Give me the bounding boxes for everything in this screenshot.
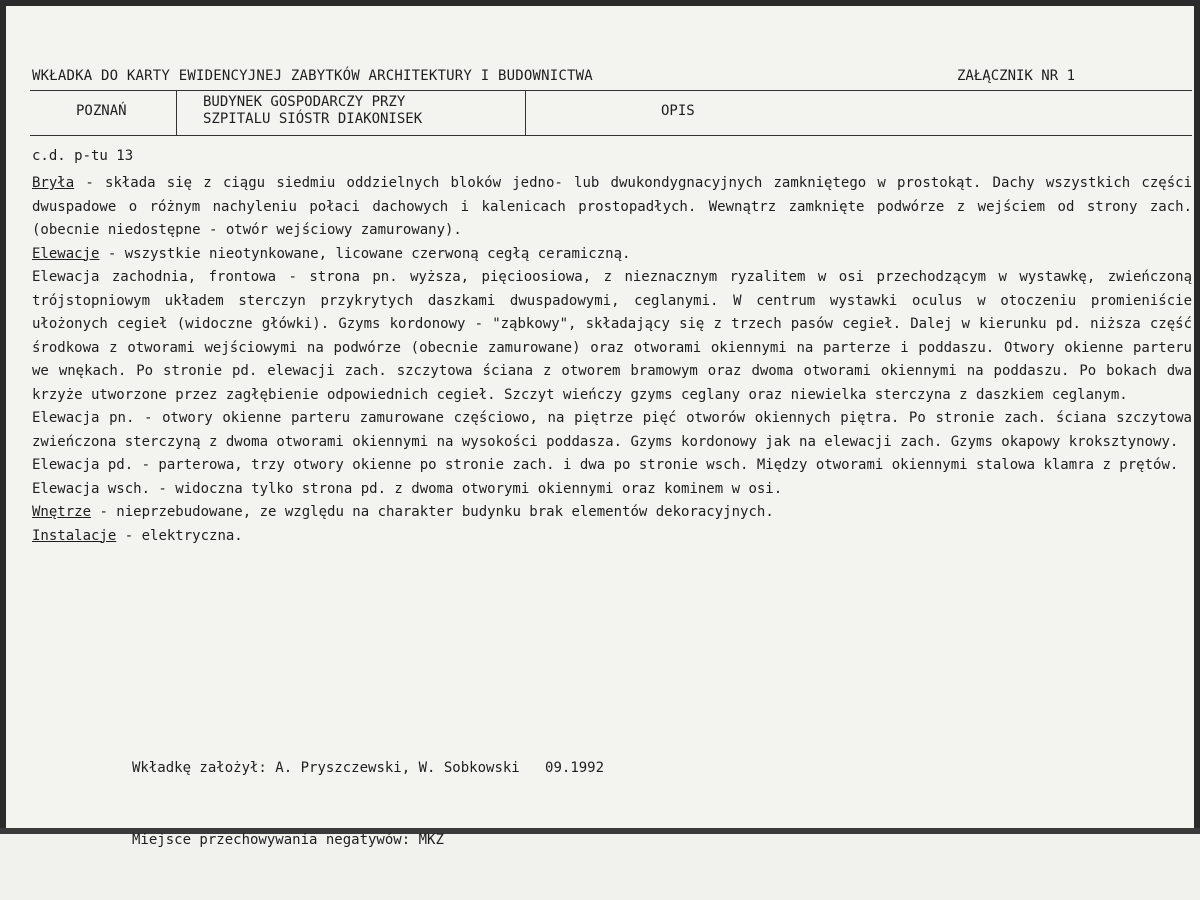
object-name-line: SZPITALU SIÓSTR DIAKONISEK [203,111,423,127]
scan-edge-top [0,0,1200,6]
object-name-cell [203,94,422,128]
paragraph-heading: Instalacje [32,527,117,544]
paragraph [32,407,1192,454]
paragraph [32,525,1192,549]
paragraph-heading: Wnętrze [32,504,92,520]
paragraph-text: Elewacja pn. - otwory okienne parteru zamurowane częściowo, na piętrze pięć otworów okiennych piętra. Po stronie zach. ściana szczytowa zwieńczona sterczyną z dwoma otworami okiennymi na wysokości poddasza. Gzyms kordonowy jak na elewacji zach. Gzyms okapowy kroksztynowy. [32,410,1192,450]
negatives-place: MKZ [418,832,444,848]
negatives-label: Miejsce przechowywania negatywów: [132,832,411,848]
paragraph [32,454,1192,478]
paragraph-text: - nieprzebudowane, ze względu na charakter budynku brak elementów dekoracyjnych. [91,504,774,520]
paragraph [32,172,1192,243]
description-body [32,172,1192,548]
continuation-note: c.d. p-tu 13 [32,148,134,164]
paragraph-text: - elektryczna. [116,527,243,544]
author-names: A. Pryszczewski, W. Sobkowski [275,760,520,776]
paragraph-heading: Bryła [32,175,75,191]
paragraph [32,243,1192,267]
author-label: Wkładkę założył: [132,760,267,776]
section-cell: OPIS [661,103,695,119]
table-divider [176,91,177,135]
paragraph-text: Elewacja zachodnia, frontowa - strona pn. wyższa, pięcioosiowa, z nieznacznym ryzalitem w osi przechodzącym w wystawkę, zwieńczoną trójstopniowym układem sterczyn przykrytych daszkami dwuspadowymi, ceglanymi. W centrum wystawki oculus w otoczeniu promieniście ułożonych cegieł (widoczne główki). Gzyms kordonowy - "ząbkowy", składający się z trzech pasów cegieł. Dalej w kierunku pd. niższa część środkowa z otworami wejściowymi na podwórze (obecnie zamurowane) oraz otworami okiennymi na parterze i poddaszu. Otwory okienne parteru we wnękach. Po stronie pd. elewacji zach. szczytowa ściana z otworem bramowym oraz dwoma otworami okiennymi na poddaszu. Po bokach dwa krzyże utworzone przez zagłębienie odpowiednich cegieł. Szczyt wieńczy gzyms ceglany oraz niewielka sterczyna z daszkiem ceglanym. [32,269,1192,403]
attachment-number: ZAŁĄCZNIK NR 1 [957,68,1076,84]
scan-edge-left [0,0,6,834]
negatives-line [132,828,604,852]
insert-date: 09.1992 [545,760,605,776]
table-divider [525,91,526,135]
form-title: WKŁADKA DO KARTY EWIDENCYJNEJ ZABYTKÓW ARCHITEKTURY I BUDOWNICTWA [32,68,593,84]
city-cell: POZNAŃ [76,103,127,119]
scan-edge-right [1194,0,1200,834]
paragraph [32,478,1192,502]
paragraph [32,266,1192,407]
paragraph-text: - składa się z ciągu siedmiu oddzielnych bloków jedno- lub dwukondygnacyjnych zamkniętego w prostokąt. Dachy wszystkich części dwuspadowe o różnym nachyleniu połaci dachowych i kalenicach prostopadłych. Wewnątrz zamknięte podwórze z wejściem od strony zach. (obecnie niedostępne - otwór wejściowy zamurowany). [32,175,1192,238]
footer [132,708,604,900]
paragraph [32,501,1192,525]
paragraph-text: Elewacja pd. - parterowa, trzy otwory okienne po stronie zach. i dwa po stronie wsch. Między otworami okiennymi stalowa klamra z prętów. [32,457,1179,473]
object-name-line: BUDYNEK GOSPODARCZY PRZY [203,94,406,110]
paragraph-text: - wszystkie nieotynkowane, licowane czerwoną cegłą ceramiczną. [99,245,631,262]
paragraph-heading: Elewacje [32,245,100,262]
author-line [132,756,604,780]
paragraph-text: Elewacja wsch. - widoczna tylko strona pd. z dwoma otworymi okiennymi oraz kominem w osi. [32,480,783,497]
